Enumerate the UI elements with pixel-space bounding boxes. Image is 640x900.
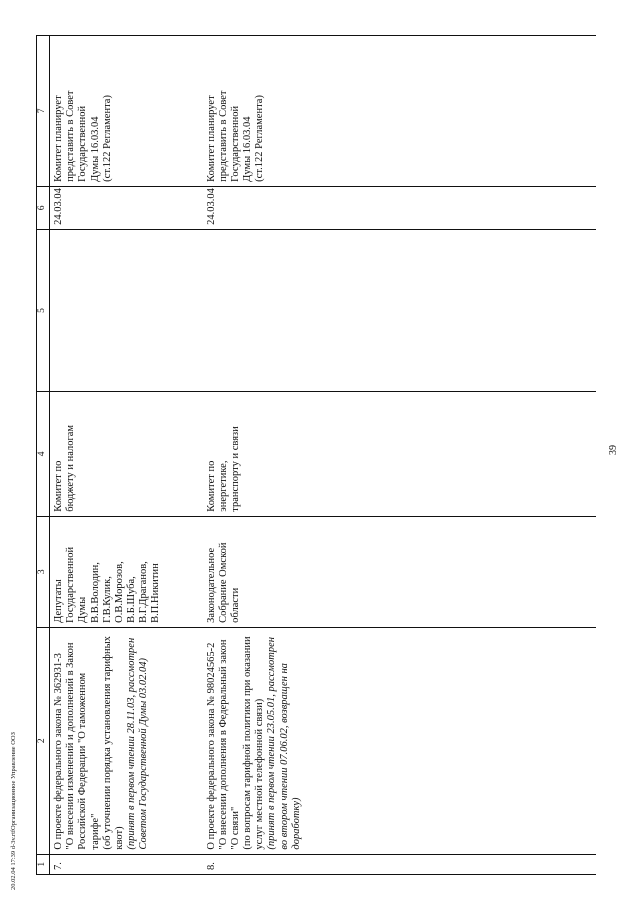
header-row <box>37 36 50 875</box>
bill-text-line: (об уточнении порядка установления тарифных <box>101 636 113 850</box>
initiator-line: Депутаты <box>53 579 64 623</box>
initiator-line: В.Б.Шуба, <box>126 576 138 623</box>
bill-status-line: во втором чтении 07.06.02, возвращен на <box>278 663 290 850</box>
column-header: 7 <box>37 36 50 187</box>
filler-cell <box>335 854 597 874</box>
initiator-line: области <box>229 587 241 623</box>
initiator-line: Г.В.Кулик, <box>101 576 113 623</box>
note-line: Комитет планирует <box>53 95 64 182</box>
filler-cell <box>335 516 597 627</box>
committee-cell <box>50 392 200 517</box>
initiator-line: В.В.Володин, <box>89 562 101 623</box>
date-cell: 24.03.04 <box>50 186 200 229</box>
empty-cell <box>200 229 335 391</box>
bill-text-line: услуг местной телефонной связи) <box>254 698 266 850</box>
note-cell <box>50 36 200 187</box>
row-number: 8. <box>200 854 335 874</box>
note-line: (ст.122 Регламента) <box>254 95 266 182</box>
bill-status-line: (принят в первом чтении 28.11.03, рассмотрен <box>126 637 138 850</box>
table-row <box>50 36 200 875</box>
initiator-cell <box>200 516 335 627</box>
initiator-line: Думы <box>77 596 89 623</box>
document-footer: 20.02.04 17:39 d-3v.rtfОрганизационное Управление ООЗ <box>10 732 17 890</box>
initiator-line: В.П.Никитин <box>150 563 162 623</box>
filler-cell <box>335 36 597 187</box>
bill-title-cell <box>50 627 200 854</box>
initiator-line: Собрание Омской <box>217 542 229 623</box>
initiator-cell <box>50 516 200 627</box>
bill-text-line: "О связи" <box>229 806 241 850</box>
bill-status-line: Советом Государственной Думы 03.02.04) <box>138 657 150 850</box>
empty-cell <box>50 229 200 391</box>
note-line: представить в Совет <box>217 90 229 182</box>
filler-cell <box>335 392 597 517</box>
note-line: Государственной <box>77 105 89 182</box>
row-number: 7. <box>50 854 200 874</box>
note-cell <box>200 36 335 187</box>
committee-line: Комитет по <box>53 460 64 512</box>
bill-status-line: доработку) <box>290 797 302 850</box>
bill-status-line: (принят в первом чтении 23.05.01, рассмотрен <box>266 637 278 850</box>
note-line: Думы 16.03.04 <box>242 116 254 182</box>
bill-text-line: квот) <box>113 826 125 850</box>
committee-line: энергетике, <box>217 460 229 512</box>
committee-cell <box>200 392 335 517</box>
note-line: (ст.122 Регламента) <box>101 95 113 182</box>
bill-text-line: (по вопросам тарифной политики при оказании <box>242 636 254 850</box>
committee-line: бюджету и налогам <box>65 424 77 512</box>
column-header: 2 <box>37 627 50 854</box>
initiator-line: Государственной <box>65 546 77 623</box>
committee-line: Комитет по <box>205 460 217 512</box>
column-header: 6 <box>37 186 50 229</box>
column-header: 5 <box>37 229 50 391</box>
column-header: 4 <box>37 392 50 517</box>
committee-line: транспорту и связи <box>229 426 241 512</box>
table-filler-row <box>335 36 597 875</box>
note-line: Государственной <box>229 105 241 182</box>
filler-cell <box>335 627 597 854</box>
filler-cell <box>335 186 597 229</box>
bill-text-line: О проекте федерального закона № 98024565-2 <box>205 642 217 850</box>
note-line: представить в Совет <box>65 90 77 182</box>
initiator-line: В.Г.Драганов, <box>138 561 150 623</box>
note-line: Думы 16.03.04 <box>89 116 101 182</box>
table-row <box>200 36 335 875</box>
bill-text-line: Российской Федерации "О таможенном <box>77 672 89 850</box>
initiator-line: О.В.Морозов, <box>113 561 125 623</box>
page-number: 39 <box>608 445 619 455</box>
bill-text-line: "О внесении дополнения в Федеральный закон <box>217 639 229 850</box>
note-line: Комитет планирует <box>205 95 217 182</box>
column-header: 1 <box>37 854 50 874</box>
bill-title-cell <box>200 627 335 854</box>
bill-text-line: "О внесении изменений и дополнений в Закон <box>65 642 77 850</box>
column-header: 3 <box>37 516 50 627</box>
bill-text-line: О проекте федерального закона № 362931-3 <box>53 653 64 850</box>
date-cell: 24.03.04 <box>200 186 335 229</box>
bill-text-line: тарифе" <box>89 813 101 850</box>
initiator-line: Законодательное <box>205 547 217 623</box>
filler-cell <box>335 229 597 391</box>
bills-table <box>36 35 596 875</box>
